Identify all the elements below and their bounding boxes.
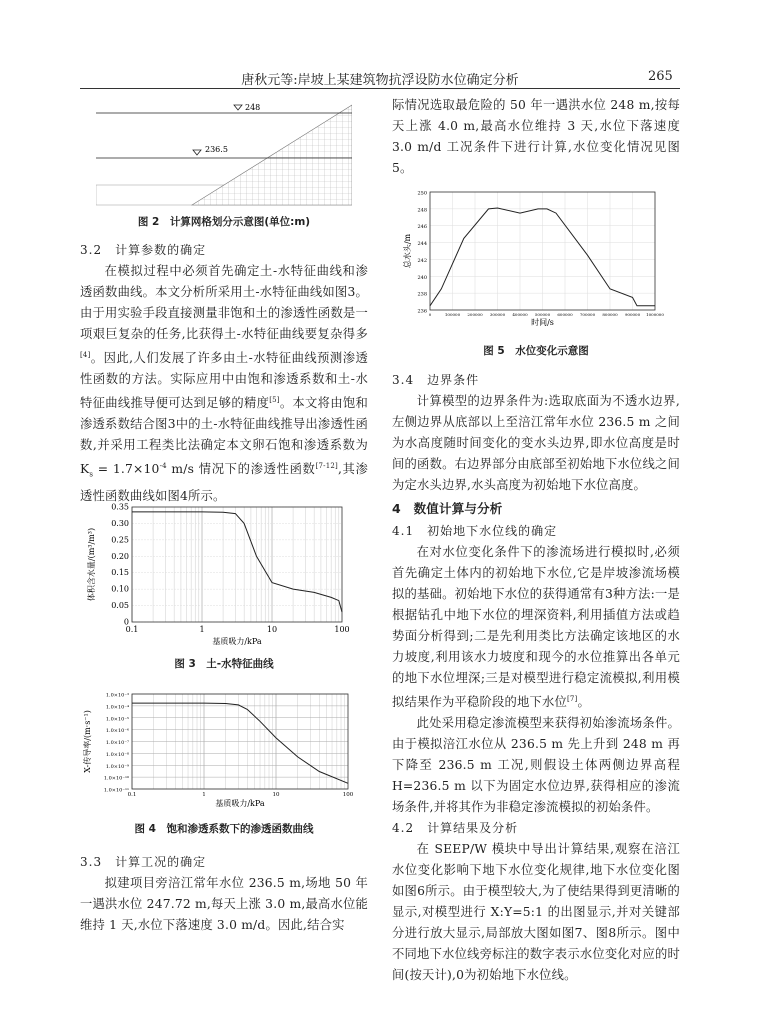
x-tick-label: 300000 xyxy=(489,312,506,317)
y-axis-title: 总水头/m xyxy=(403,233,412,269)
sec4-heading: 4 数值计算与分析 xyxy=(392,501,503,516)
sec34-paragraph: 计算模型的边界条件为:选取底面为不透水边界,左侧边界从底部以上至涪江常年水位 236.5 m 之间为水高度随时间变化的变水头边界,即水位高度是时间的函数。右边界部分由底部至初始地下水位线之间为定水头边界,水头高度为初始地下水位高度。 xyxy=(392,394,680,492)
y-tick-label: 0 xyxy=(123,617,129,627)
fig2-level-236: 236.5 xyxy=(205,145,228,154)
x-axis-title: 基质吸力/kPa xyxy=(215,799,265,808)
sec32-paragraph xyxy=(80,261,368,507)
fig3-swcc-chart xyxy=(80,497,368,647)
sec42-heading: 4.2 计算结果及分析 xyxy=(392,821,519,836)
sec41-paragraph1 xyxy=(392,542,680,713)
fig2-caption: 图 2 计算网格划分示意图(单位:m) xyxy=(137,216,311,228)
fig2-mesh-diagram xyxy=(96,97,352,207)
x-tick-label: 0.1 xyxy=(127,792,137,798)
sec32-text4: = 1.7×10 xyxy=(93,462,160,477)
right-top-paragraph: 际情况选取最危险的 50 年一遇洪水位 248 m,按每天上涨 4.0 m,最高水位维持 3 天,水位下落速度 3.0 m/d 工况条件下进行计算,水位变化情况见图5。 xyxy=(392,98,680,175)
y-tick-label: 0.20 xyxy=(111,551,129,561)
left-column-sec32 xyxy=(80,240,368,507)
sec32-heading: 3.2 计算参数的确定 xyxy=(80,243,207,257)
data-series-line xyxy=(132,512,342,612)
y-tick-label: 248 xyxy=(417,207,427,214)
y-tick-label: 250 xyxy=(417,190,427,197)
sec34-heading: 3.4 边界条件 xyxy=(392,373,480,387)
exp-minus4: -4 xyxy=(159,462,167,471)
sec33-paragraph: 拟建项目旁涪江常年水位 236.5 m,场地 50 年一遇洪水位 247.72 m,每天上涨 3.0 m,最高水位能维持 1 天,水位下落速度 3.0 m/d。因此,结合实 xyxy=(80,876,368,932)
x-axis-title: 基质吸力/kPa xyxy=(212,637,262,646)
x-tick-label: 100000 xyxy=(444,312,461,317)
y-tick-label: 1.0×10⁻¹¹ xyxy=(103,787,129,794)
sec32-text1: 在模拟过程中必须首先确定土-水特征曲线和渗透函数曲线。本文分析所采用土-水特征曲线如图3。由于用实验手段直接测量非饱和土的渗透性函数是一项艰巨复杂的任务,比获得土-水特征曲线要复杂得多 xyxy=(80,264,368,341)
y-tick-label: 0.10 xyxy=(111,584,129,594)
header-rule xyxy=(80,88,680,89)
sec41-heading: 4.1 初始地下水位线的确定 xyxy=(392,524,558,538)
y-tick-label: 1.0×10⁻³ xyxy=(105,692,129,699)
fig2-level-248: 248 xyxy=(245,103,261,112)
x-tick-label: 10 xyxy=(272,792,280,798)
y-tick-label: 1.0×10⁻⁸ xyxy=(105,751,129,758)
x-tick-label: 10 xyxy=(266,625,278,634)
y-tick-label: 0.05 xyxy=(111,601,129,611)
y-tick-label: 0.30 xyxy=(111,518,129,528)
fig4-caption: 图 4 饱和渗透系数下的渗透函数曲线 xyxy=(134,823,314,835)
x-tick-label: 700000 xyxy=(579,312,596,317)
x-tick-label: 100 xyxy=(334,625,350,634)
ks-subscript: s xyxy=(89,470,94,479)
right-column-main xyxy=(392,370,680,986)
x-tick-label: 100 xyxy=(342,792,354,798)
sec41-text: 在对水位变化条件下的渗流场进行模拟时,必须首先确定土体内的初始地下水位,它是岸坡渗流场模拟的基础。初始地下水位的获得通常有3种方法:一是根据钻孔中地下水位的埋深资料,利用插值方法或趋势面分析得到;二是先利用类比方法确定该地区的水力坡度,利用该水力坡度和现今的水位推算出各单元的地下水位埋深;三是对模型进行稳定流模拟,利用模拟结果作为平稳阶段的地下水位 xyxy=(392,545,680,710)
y-tick-label: 236 xyxy=(417,308,427,315)
x-tick-label: 0 xyxy=(428,312,432,317)
sec32-text2: 。因此,人们发展了许多由土-水特征曲线预测渗透性函数的方法。实际应用中由饱和渗透系数和土-水特征曲线推导便可达到足够的精度 xyxy=(80,351,368,411)
x-tick-label: 600000 xyxy=(557,312,573,317)
x-tick-label: 0.1 xyxy=(125,625,139,634)
x-axis-title: 时间/s xyxy=(531,318,554,327)
page-number: 265 xyxy=(648,69,673,84)
sec32-text6: ,其渗透性函数曲线如图4所示。 xyxy=(80,462,369,503)
y-tick-label: 1.0×10⁻⁹ xyxy=(105,763,129,770)
y-tick-label: 1.0×10⁻⁷ xyxy=(105,740,129,746)
sec33-heading: 3.3 计算工况的确定 xyxy=(80,855,207,869)
plot-frame xyxy=(132,507,342,622)
x-tick-label: 1 xyxy=(199,625,205,634)
left-column-sec33 xyxy=(80,852,368,936)
y-tick-label: 242 xyxy=(417,257,427,264)
right-column-top xyxy=(392,95,680,179)
sec42-paragraph: 在 SEEP/W 模块中导出计算结果,观察在涪江水位变化影响下地下水位变化规律,地下水位变化图如图6所示。由于模型较大,为了使结果得到更清晰的显示,对模型进行 X:Y=5:1 的出图显示,并对关键部分进行放大显示,局部放大图如图7、图8所示。图中不同地下水位线旁标注的数字表示水位变化对应的时间(按天计),0为初始地下水位线。 xyxy=(392,842,680,983)
y-tick-label: 1.0×10⁻⁴ xyxy=(105,704,129,711)
fig3-caption: 图 3 土-水特征曲线 xyxy=(174,658,274,670)
y-tick-label: 1.0×10⁻⁶ xyxy=(105,728,129,735)
sec32-text5: m/s 情况下的渗透性函数 xyxy=(166,462,316,477)
fig5-water-level-chart xyxy=(400,186,670,336)
y-tick-label: 0.25 xyxy=(111,535,129,545)
sec41-text-end: 。 xyxy=(577,695,590,710)
running-header-title: 唐秋元等:岸坡上某建筑物抗浮设防水位确定分析 xyxy=(241,73,519,88)
ref-7-12: [7-12] xyxy=(315,462,338,471)
x-tick-label: 400000 xyxy=(512,312,528,317)
ref-5: [5] xyxy=(269,396,280,405)
ref-7: [7] xyxy=(566,695,578,703)
x-tick-label: 200000 xyxy=(467,312,483,317)
y-tick-label: 246 xyxy=(417,224,427,231)
y-tick-label: 1.0×10⁻⁵ xyxy=(105,716,129,723)
y-tick-label: 0.15 xyxy=(111,568,129,578)
y-tick-label: 238 xyxy=(417,291,427,298)
x-tick-label: 1 xyxy=(202,792,206,798)
x-tick-label: 500000 xyxy=(534,312,551,317)
x-tick-label: 800000 xyxy=(602,312,618,317)
fig5-caption: 图 5 水位变化示意图 xyxy=(483,345,589,357)
sec41-paragraph2: 此处采用稳定渗流模型来获得初始渗流场条件。由于模拟涪江水位从 236.5 m 先上升到 248 m 再下降至 236.5 m 工况,则假设土体两侧边界高程 H=236.5 m 以下为固定水位边界,获得相应的渗流场条件,并将其作为非稳定渗流模拟的初始条件。 xyxy=(392,716,680,815)
y-tick-label: 1.0×10⁻¹⁰ xyxy=(103,775,129,782)
y-axis-title: X-传导率/(m·s⁻¹) xyxy=(83,710,92,773)
sec32-text3: 。本文将由饱和渗透系数结合图3中的土-水特征曲线推导出渗透性函数,并采用工程类比法确定本文卵石饱和渗透系数为 K xyxy=(80,396,368,477)
y-tick-label: 240 xyxy=(417,274,427,281)
y-axis-title: 体积含水量/(m³/m³) xyxy=(87,527,96,602)
y-tick-label: 244 xyxy=(417,241,427,248)
x-tick-label: 1000000 xyxy=(646,312,664,317)
fig4-conductivity-chart xyxy=(80,686,368,814)
ref-4: [4] xyxy=(80,351,91,359)
y-tick-label: 0.35 xyxy=(111,502,129,512)
data-series-line xyxy=(132,703,348,783)
x-tick-label: 900000 xyxy=(624,312,641,317)
